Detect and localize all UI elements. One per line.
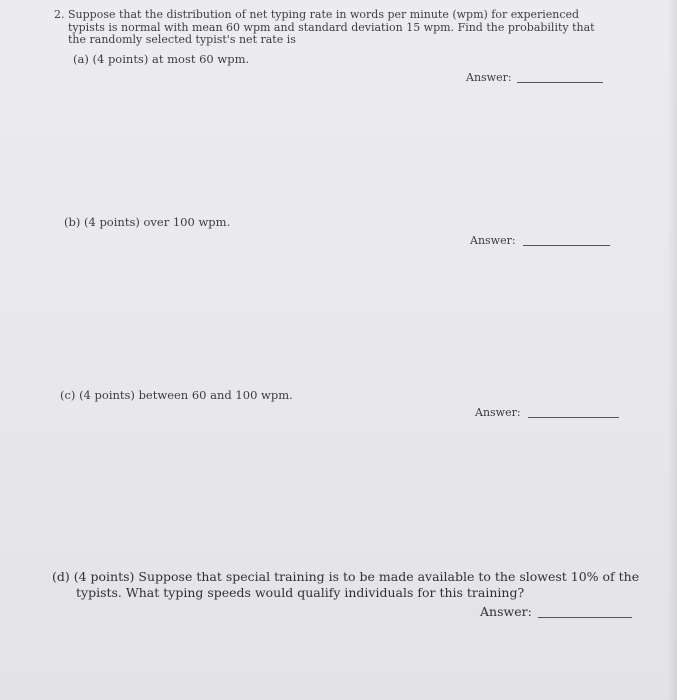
part-b-answer-blank[interactable] — [523, 245, 610, 246]
question-text: Suppose that the distribution of net typing rate in words per minute (wpm) for experienced typists is normal with mean 60 wpm and standard deviation 15 wpm. Find the probability that the randomly selected typist's net rate is — [68, 8, 595, 46]
part-d-answer-label: Answer: — [480, 604, 532, 619]
page-edge-shadow — [667, 0, 677, 700]
part-b-text: (b) (4 points) over 100 wpm. — [64, 215, 231, 229]
part-a-answer-label: Answer: — [466, 71, 512, 84]
part-c-answer-label: Answer: — [475, 406, 521, 419]
part-d-text — [52, 569, 642, 601]
part-a-answer-blank[interactable] — [517, 82, 603, 83]
question-number: 2. — [54, 8, 65, 21]
part-b-answer-label: Answer: — [470, 234, 516, 247]
part-c-answer-blank[interactable] — [528, 417, 619, 418]
part-d-line-1: (d) (4 points) Suppose that special training is to be made available to the slowest 10% of the — [52, 569, 640, 584]
part-a-text: (a) (4 points) at most 60 wpm. — [73, 52, 250, 66]
part-d-answer-blank[interactable] — [538, 617, 632, 618]
part-c-text: (c) (4 points) between 60 and 100 wpm. — [60, 388, 293, 402]
part-d-line-2: typists. What typing speeds would qualify individuals for this training? — [76, 585, 525, 600]
